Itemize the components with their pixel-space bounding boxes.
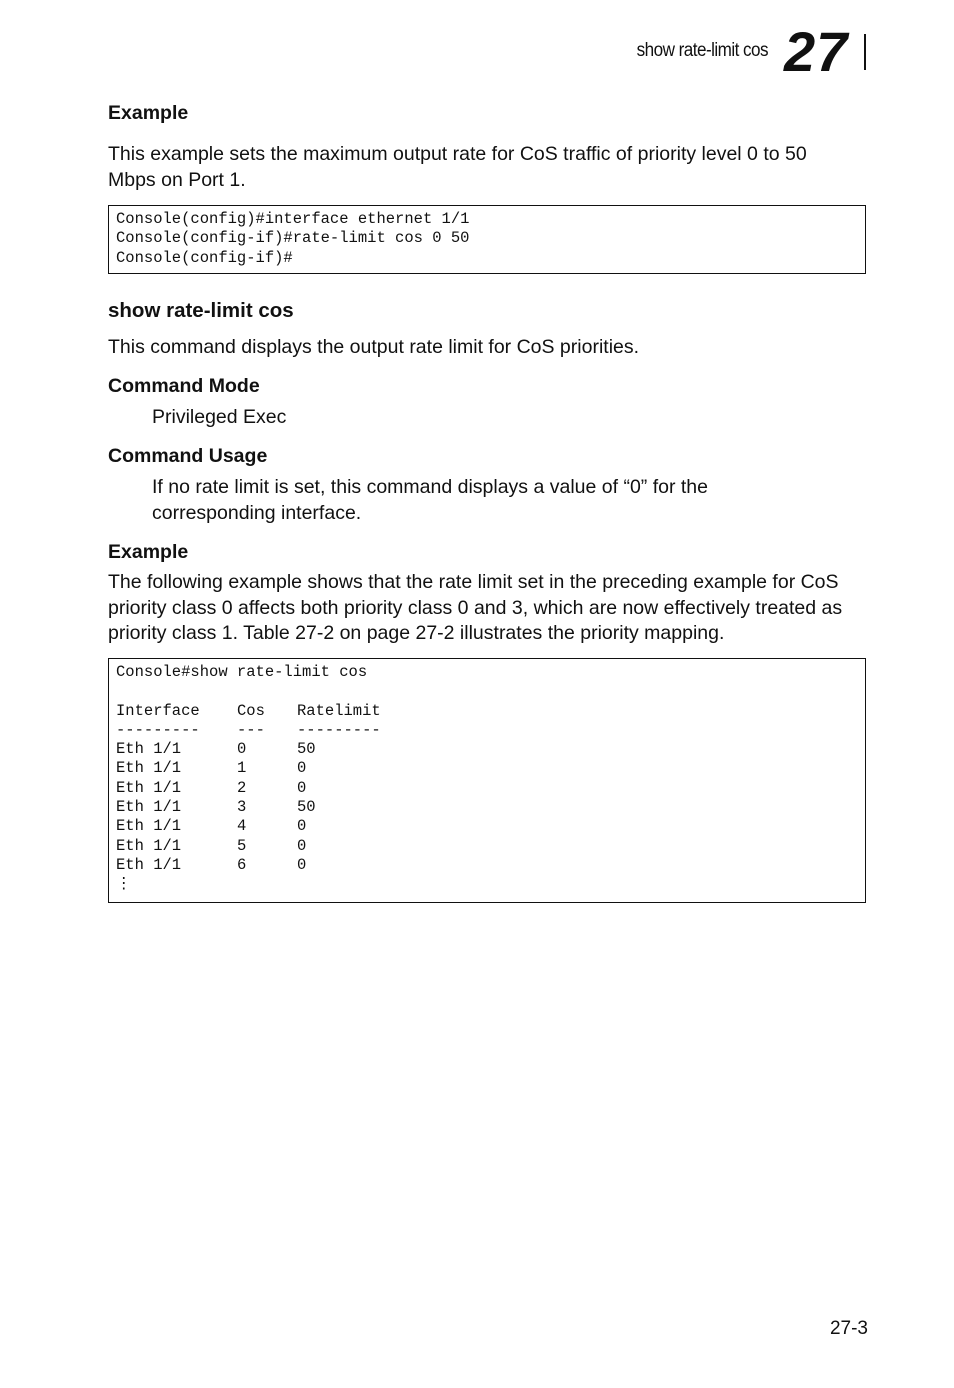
command-mode-heading: Command Mode [108,375,260,397]
running-header-title: show rate-limit cos [636,40,768,61]
example-description-1: This example sets the maximum output rate for CoS traffic of priority level 0 to 50 Mbps on Port 1. [108,143,807,191]
cell-ratelimit: 50 [297,798,316,817]
code-block-output [108,658,866,903]
table-row [116,837,858,856]
cell-interface: Eth 1/1 [116,778,182,797]
header-ratelimit: Ratelimit [297,701,381,720]
cell-interface: Eth 1/1 [116,817,182,836]
command-mode-value: Privileged Exec [152,406,287,428]
code-line: Console(config-if)# [116,248,293,267]
table-row [116,798,858,817]
table-row [116,740,858,759]
cell-interface: Eth 1/1 [116,798,182,817]
continuation-ellipsis: ⋮ [116,875,132,894]
cell-ratelimit: 50 [297,740,316,759]
chapter-number: 27 [784,20,849,83]
cell-cos: 6 [237,855,247,874]
rule-ratelimit: --------- [297,720,381,739]
chapter-divider [864,34,866,70]
cell-cos: 0 [237,740,247,759]
cell-cos: 5 [237,836,247,855]
table-row [116,779,858,798]
cell-ratelimit: 0 [297,759,307,778]
header-cos: Cos [237,701,265,720]
table-rule-row [116,721,858,740]
cell-interface: Eth 1/1 [116,740,182,759]
cell-interface: Eth 1/1 [116,759,182,778]
table-row [116,759,858,778]
code-block-config [108,205,866,274]
cell-cos: 1 [237,759,247,778]
rule-cos: --- [237,720,265,739]
cell-cos: 2 [237,778,247,797]
cell-interface: Eth 1/1 [116,855,182,874]
cell-cos: 4 [237,817,247,836]
table-header-row [116,702,858,721]
console-prompt: Console#show rate-limit cos [116,663,368,681]
table-row [116,856,858,875]
example-heading-1: Example [108,102,189,124]
command-usage-heading: Command Usage [108,445,268,467]
header-interface: Interface [116,701,200,720]
command-title: show rate-limit cos [108,299,294,322]
example-description-2: The following example shows that the rate limit set in the preceding example for CoS priority class 0 affects both priority class 0 and 3, which are now effectively treated as priority class 1. Table 27-2 on page 27-2 illustrates the priority mapping. [108,571,843,644]
code-line: Console(config)#interface ethernet 1/1 [116,210,470,228]
cell-ratelimit: 0 [297,836,307,855]
page-number: 27-3 [829,1318,868,1339]
command-description: This command displays the output rate limit for CoS priorities. [108,336,640,358]
cell-ratelimit: 0 [297,855,307,874]
example-heading-2: Example [108,541,189,563]
cell-ratelimit: 0 [297,817,307,836]
table-row [116,817,858,836]
command-usage-text: If no rate limit is set, this command displays a value of “0” for the corresponding interface. [152,476,708,524]
cell-interface: Eth 1/1 [116,836,182,855]
blank-line [116,682,858,701]
code-line: Console(config-if)#rate-limit cos 0 50 [116,229,470,248]
cell-ratelimit: 0 [297,778,307,797]
cell-cos: 3 [237,798,247,817]
rule-interface: --------- [116,720,200,739]
